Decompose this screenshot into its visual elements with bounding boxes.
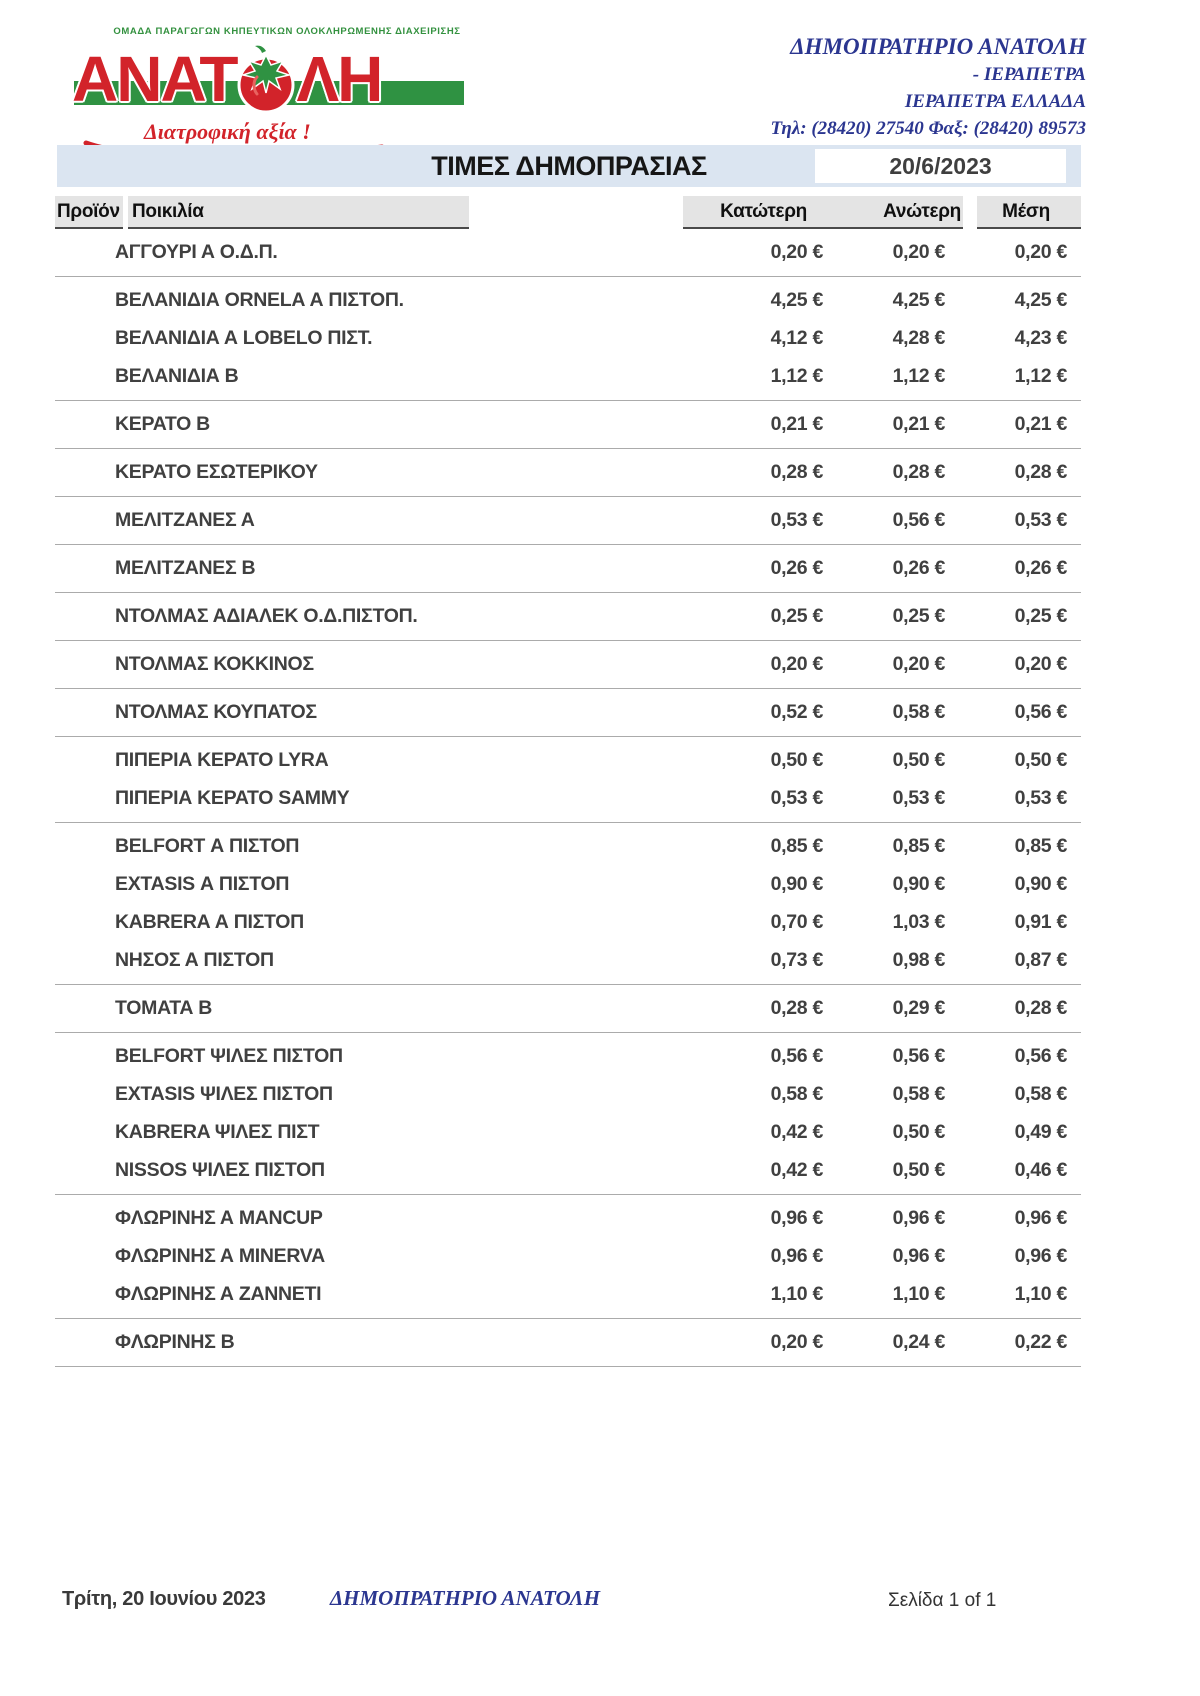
- upper-price-cell: 0,90 €: [892, 872, 945, 895]
- product-group: [55, 497, 1081, 545]
- table-row: [55, 865, 1081, 903]
- product-group: [55, 545, 1081, 593]
- table-row: [55, 1075, 1081, 1113]
- letterhead: [770, 32, 1086, 142]
- column-header-lower: Κατώτερη: [720, 201, 807, 222]
- table-row: [55, 779, 1081, 817]
- lower-price-cell: 0,52 €: [770, 700, 823, 723]
- table-row: [55, 941, 1081, 979]
- product-group: [55, 823, 1081, 985]
- variety-cell: KABRERA Α ΠΙΣΤΟΠ: [115, 910, 304, 933]
- lower-price-cell: 1,12 €: [770, 364, 823, 387]
- mean-price-cell: 0,53 €: [1014, 508, 1067, 531]
- letterhead-country: ΙΕΡΑΠΕΤΡΑ ΕΛΛΑΔΑ: [904, 91, 1086, 112]
- table-row: [55, 827, 1081, 865]
- table-row: [55, 405, 1081, 443]
- mean-price-cell: 0,56 €: [1014, 1044, 1067, 1067]
- variety-cell: KABRERA ΨΙΛΕΣ ΠΙΣΤ: [115, 1120, 320, 1143]
- lower-price-cell: 0,73 €: [770, 948, 823, 971]
- letterhead-company: ΔΗΜΟΠΡΑΤΗΡΙΟ ΑΝΑΤΟΛΗ: [790, 34, 1086, 59]
- upper-price-cell: 0,20 €: [892, 652, 945, 675]
- table-row: [55, 1037, 1081, 1075]
- mean-price-cell: 0,22 €: [1014, 1330, 1067, 1353]
- variety-cell: ΒΕΛΑΝΙΔΙΑ Α LOBELO ΠΙΣΤ.: [115, 326, 373, 349]
- mean-price-cell: 0,53 €: [1014, 786, 1067, 809]
- variety-cell: EXTASIS Α ΠΙΣΤΟΠ: [115, 872, 290, 895]
- variety-cell: ΚΕΡΑΤΟ ΕΣΩΤΕΡΙΚΟΥ: [115, 460, 318, 483]
- product-group: [55, 1033, 1081, 1195]
- mean-price-cell: 0,28 €: [1014, 460, 1067, 483]
- upper-price-cell: 0,98 €: [892, 948, 945, 971]
- lower-price-cell: 0,50 €: [770, 748, 823, 771]
- lower-price-cell: 0,42 €: [770, 1120, 823, 1143]
- product-group: [55, 593, 1081, 641]
- table-row: [55, 233, 1081, 271]
- logo-wordmark-right: ΛΗ: [296, 43, 382, 115]
- table-row: [55, 1151, 1081, 1189]
- variety-cell: ΝΗΣΟΣ Α ΠΙΣΤΟΠ: [115, 948, 274, 971]
- lower-price-cell: 0,21 €: [770, 412, 823, 435]
- upper-price-cell: 1,12 €: [892, 364, 945, 387]
- lower-price-cell: 0,56 €: [770, 1044, 823, 1067]
- logo-tagline-top: ΟΜΑΔΑ ΠΑΡΑΓΩΓΩΝ ΚΗΠΕΥΤΙΚΩΝ ΟΛΟΚΛΗΡΩΜΕΝΗΣ ΔΙΑΧΕΙΡΙΣΗΣ: [113, 26, 461, 37]
- table-row: [55, 1199, 1081, 1237]
- variety-cell: EXTASIS ΨΙΛΕΣ ΠΙΣΤΟΠ: [115, 1082, 333, 1105]
- mean-price-cell: 0,50 €: [1014, 748, 1067, 771]
- upper-price-cell: 0,29 €: [892, 996, 945, 1019]
- column-header-prices: [683, 196, 963, 229]
- lower-price-cell: 0,20 €: [770, 240, 823, 263]
- upper-price-cell: 0,50 €: [892, 1158, 945, 1181]
- lower-price-cell: 0,53 €: [770, 508, 823, 531]
- mean-price-cell: 0,26 €: [1014, 556, 1067, 579]
- price-table-body: [55, 229, 1081, 1367]
- upper-price-cell: 0,56 €: [892, 1044, 945, 1067]
- mean-price-cell: 1,10 €: [1014, 1282, 1067, 1305]
- upper-price-cell: 0,85 €: [892, 834, 945, 857]
- variety-cell: ΝΤΟΛΜΑΣ ΚΟΥΠΑΤΟΣ: [115, 700, 317, 723]
- mean-price-cell: 0,25 €: [1014, 604, 1067, 627]
- price-table-header: [55, 196, 1081, 229]
- table-row: [55, 741, 1081, 779]
- table-row: [55, 501, 1081, 539]
- table-row: [55, 693, 1081, 731]
- variety-cell: ΦΛΩΡΙΝΗΣ Α MANCUP: [115, 1206, 323, 1229]
- page-title: ΤΙΜΕΣ ΔΗΜΟΠΡΑΣΙΑΣ: [431, 151, 707, 181]
- title-bar: [57, 145, 1081, 187]
- lower-price-cell: 0,70 €: [770, 910, 823, 933]
- upper-price-cell: 0,96 €: [892, 1244, 945, 1267]
- lower-price-cell: 0,96 €: [770, 1206, 823, 1229]
- letterhead-city: - ΙΕΡΑΠΕΤΡΑ: [972, 64, 1086, 85]
- price-table: [55, 196, 1081, 1367]
- product-group: [55, 229, 1081, 277]
- table-row: [55, 319, 1081, 357]
- upper-price-cell: 0,20 €: [892, 240, 945, 263]
- upper-price-cell: 1,03 €: [892, 910, 945, 933]
- lower-price-cell: 0,26 €: [770, 556, 823, 579]
- table-row: [55, 549, 1081, 587]
- mean-price-cell: 0,49 €: [1014, 1120, 1067, 1143]
- column-header-upper: Ανώτερη: [883, 201, 961, 222]
- column-header-variety: Ποικιλία: [128, 196, 469, 229]
- variety-cell: ΦΛΩΡΙΝΗΣ Α ZANNETI: [115, 1282, 322, 1305]
- upper-price-cell: 0,53 €: [892, 786, 945, 809]
- product-group: [55, 277, 1081, 401]
- table-row: [55, 1275, 1081, 1313]
- variety-cell: ΠΙΠΕΡΙΑ ΚΕΡΑΤΟ SAMMY: [115, 786, 350, 809]
- company-logo: [72, 26, 472, 163]
- mean-price-cell: 0,96 €: [1014, 1206, 1067, 1229]
- lower-price-cell: 0,42 €: [770, 1158, 823, 1181]
- letterhead-phone-fax: Τηλ: (28420) 27540 Φαξ: (28420) 89573: [770, 118, 1086, 139]
- lower-price-cell: 0,20 €: [770, 652, 823, 675]
- variety-cell: ΜΕΛΙΤΖΑΝΕΣ Α: [115, 508, 255, 531]
- upper-price-cell: 0,24 €: [892, 1330, 945, 1353]
- upper-price-cell: 4,28 €: [892, 326, 945, 349]
- table-row: [55, 357, 1081, 395]
- logo-wordmark: [72, 39, 472, 123]
- lower-price-cell: 4,25 €: [770, 288, 823, 311]
- mean-price-cell: 0,28 €: [1014, 996, 1067, 1019]
- lower-price-cell: 0,90 €: [770, 872, 823, 895]
- product-group: [55, 737, 1081, 823]
- mean-price-cell: 0,21 €: [1014, 412, 1067, 435]
- mean-price-cell: 0,20 €: [1014, 240, 1067, 263]
- column-header-product: Προϊόν: [55, 196, 123, 229]
- mean-price-cell: 0,96 €: [1014, 1244, 1067, 1267]
- lower-price-cell: 0,25 €: [770, 604, 823, 627]
- table-row: [55, 903, 1081, 941]
- upper-price-cell: 1,10 €: [892, 1282, 945, 1305]
- product-group: [55, 1195, 1081, 1319]
- variety-cell: ΦΛΩΡΙΝΗΣ Α MINERVA: [115, 1244, 325, 1267]
- table-row: [55, 281, 1081, 319]
- lower-price-cell: 0,20 €: [770, 1330, 823, 1353]
- auction-date: 20/6/2023: [815, 149, 1066, 183]
- logo-tagline-bottom: Διατροφική αξία !: [144, 119, 311, 144]
- lower-price-cell: 1,10 €: [770, 1282, 823, 1305]
- lower-price-cell: 4,12 €: [770, 326, 823, 349]
- variety-cell: ΝΤΟΛΜΑΣ ΚΟΚΚΙΝΟΣ: [115, 652, 314, 675]
- product-group: [55, 985, 1081, 1033]
- product-group: [55, 449, 1081, 497]
- footer-page-number: Σελίδα 1 of 1: [888, 1590, 997, 1611]
- lower-price-cell: 0,96 €: [770, 1244, 823, 1267]
- footer-date: Τρίτη, 20 Ιουνίου 2023: [62, 1588, 266, 1610]
- lower-price-cell: 0,53 €: [770, 786, 823, 809]
- variety-cell: NISSOS ΨΙΛΕΣ ΠΙΣΤΟΠ: [115, 1158, 325, 1181]
- upper-price-cell: 0,21 €: [892, 412, 945, 435]
- lower-price-cell: 0,28 €: [770, 996, 823, 1019]
- column-header-mean: Μέση: [977, 196, 1081, 229]
- mean-price-cell: 0,91 €: [1014, 910, 1067, 933]
- table-row: [55, 1113, 1081, 1151]
- upper-price-cell: 0,56 €: [892, 508, 945, 531]
- variety-cell: ΑΓΓΟΥΡΙ Α Ο.Δ.Π.: [115, 240, 278, 263]
- lower-price-cell: 0,28 €: [770, 460, 823, 483]
- mean-price-cell: 4,23 €: [1014, 326, 1067, 349]
- mean-price-cell: 0,58 €: [1014, 1082, 1067, 1105]
- mean-price-cell: 1,12 €: [1014, 364, 1067, 387]
- upper-price-cell: 0,50 €: [892, 1120, 945, 1143]
- mean-price-cell: 0,46 €: [1014, 1158, 1067, 1181]
- variety-cell: ΒΕΛΑΝΙΔΙΑ ORNELA Α ΠΙΣΤΟΠ.: [115, 288, 404, 311]
- variety-cell: ΚΕΡΑΤΟ Β: [115, 412, 210, 435]
- variety-cell: ΜΕΛΙΤΖΑΝΕΣ Β: [115, 556, 256, 579]
- mean-price-cell: 0,87 €: [1014, 948, 1067, 971]
- product-group: [55, 689, 1081, 737]
- variety-cell: ΤΟΜΑΤΑ Β: [115, 996, 213, 1019]
- mean-price-cell: 0,90 €: [1014, 872, 1067, 895]
- table-row: [55, 453, 1081, 491]
- table-row: [55, 989, 1081, 1027]
- variety-cell: ΝΤΟΛΜΑΣ ΑΔΙΑΛΕΚ Ο.Δ.ΠΙΣΤΟΠ.: [115, 604, 418, 627]
- page-footer: [0, 1588, 1200, 1618]
- upper-price-cell: 0,58 €: [892, 700, 945, 723]
- upper-price-cell: 4,25 €: [892, 288, 945, 311]
- footer-company: ΔΗΜΟΠΡΑΤΗΡΙΟ ΑΝΑΤΟΛΗ: [330, 1586, 601, 1610]
- upper-price-cell: 0,96 €: [892, 1206, 945, 1229]
- variety-cell: BELFORT Α ΠΙΣΤΟΠ: [115, 834, 300, 857]
- mean-price-cell: 0,56 €: [1014, 700, 1067, 723]
- lower-price-cell: 0,85 €: [770, 834, 823, 857]
- product-group: [55, 1319, 1081, 1367]
- variety-cell: ΦΛΩΡΙΝΗΣ Β: [115, 1330, 235, 1353]
- mean-price-cell: 4,25 €: [1014, 288, 1067, 311]
- upper-price-cell: 0,50 €: [892, 748, 945, 771]
- upper-price-cell: 0,25 €: [892, 604, 945, 627]
- table-row: [55, 645, 1081, 683]
- variety-cell: ΒΕΛΑΝΙΔΙΑ Β: [115, 364, 239, 387]
- table-row: [55, 1323, 1081, 1361]
- mean-price-cell: 0,85 €: [1014, 834, 1067, 857]
- mean-price-cell: 0,20 €: [1014, 652, 1067, 675]
- table-row: [55, 1237, 1081, 1275]
- variety-cell: ΠΙΠΕΡΙΑ ΚΕΡΑΤΟ LYRA: [115, 748, 329, 771]
- upper-price-cell: 0,28 €: [892, 460, 945, 483]
- logo-wordmark-left: ΑΝΑΤ: [72, 43, 237, 115]
- upper-price-cell: 0,26 €: [892, 556, 945, 579]
- product-group: [55, 641, 1081, 689]
- variety-cell: BELFORT ΨΙΛΕΣ ΠΙΣΤΟΠ: [115, 1044, 343, 1067]
- product-group: [55, 401, 1081, 449]
- lower-price-cell: 0,58 €: [770, 1082, 823, 1105]
- upper-price-cell: 0,58 €: [892, 1082, 945, 1105]
- table-row: [55, 597, 1081, 635]
